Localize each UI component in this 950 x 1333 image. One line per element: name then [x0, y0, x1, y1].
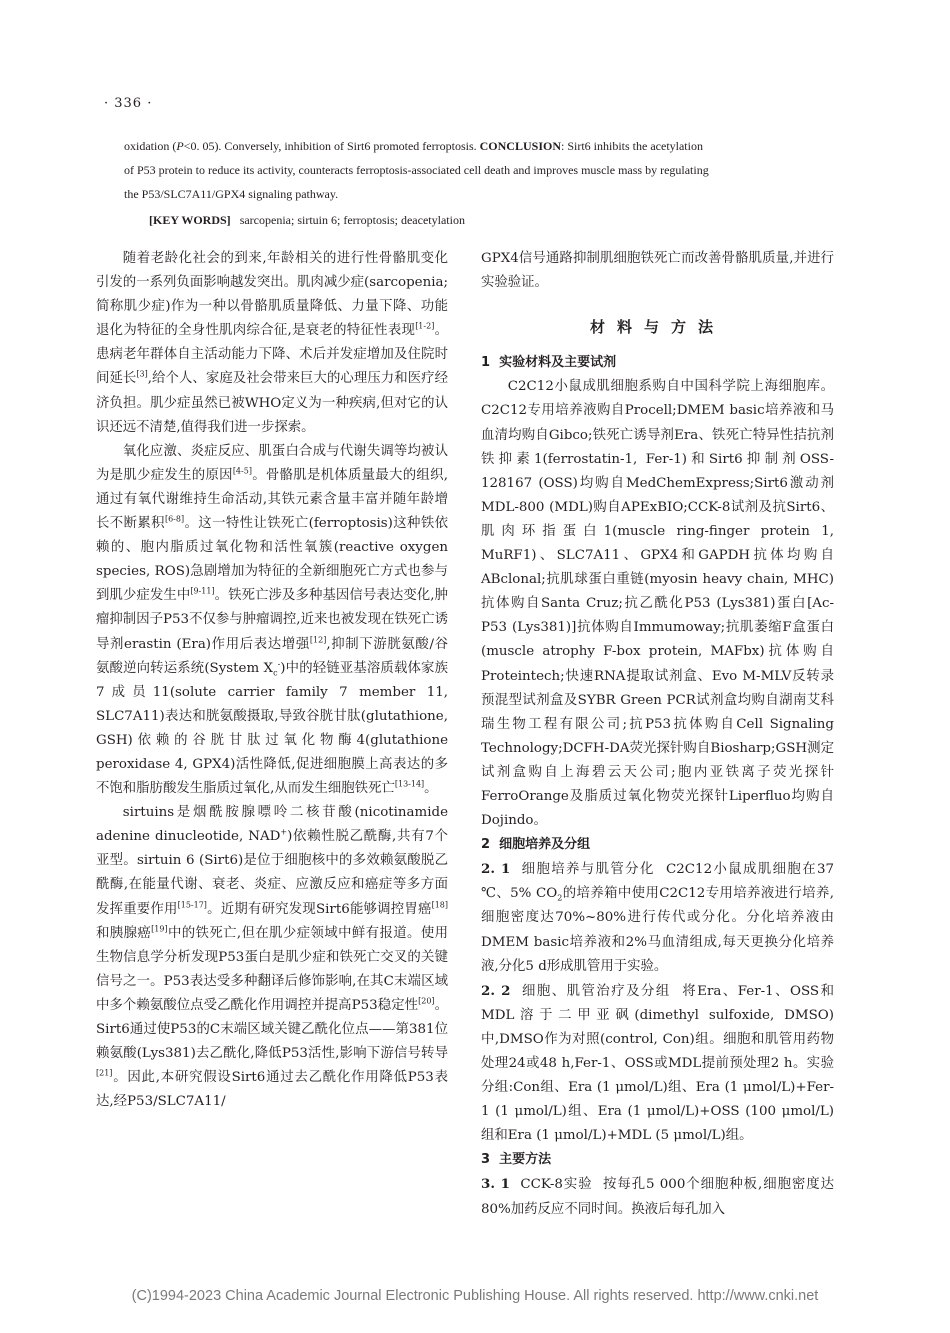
abstract-line-2: of P53 protein to reduce its activity, counteracts ferroptosis-associated cell death and improves muscle mass by regulating [124, 163, 709, 177]
materials-paragraph: C2C12小鼠成肌细胞系购自中国科学院上海细胞库。C2C12专用培养液购自Procell;DMEM basic培养液和马血清均购自Gibco;铁死亡诱导剂Era、铁死亡特异性拮抗剂铁抑素1(ferrostatin-1, Fer-1)和Sirt6抑制剂OSS-128167 (OSS)均购自MedChemExpress;Sirt6激动剂MDL-800 (MDL)购自APExBIO;CCK-8试剂及抗Sirt6、肌肉环指蛋白1(muscle ring-finger protein 1, MuRF1)、SLC7A11、GPX4和GAPDH抗体均购自ABclonal;抗肌球蛋白重链(myosin heavy chain, MHC)抗体购自Santa Cruz;抗乙酰化P53 (Lys381)蛋白[Ac-P53 (Lys381)]抗体购自Immumoway;抗肌萎缩F盒蛋白(muscle atrophy F-box protein, MAFbx)抗体购自Proteintech;快速RNA提取试剂盒、Evo M-MLV反转录预混型试剂盒及SYBR Green PCR试剂盒均购自湖南艾科瑞生物工程有限公司;抗P53抗体购自Cell Signaling Technology;DCFH-DA荧光探针购自Biosharp;GSH测定试剂盒购自上海碧云天公司;胞内亚铁离子荧光探针FerroOrange及脂质过氧化物荧光探针Liperfluo均购自Dojindo。 [481, 379, 834, 829]
left-column [96, 247, 448, 1114]
keywords-label: [KEY WORDS] [149, 213, 231, 227]
citation: [21] [96, 1068, 113, 1078]
citation: [18] [431, 900, 448, 910]
subsection-title: 细胞培养与肌管分化 [521, 862, 655, 878]
copyright-footer: (C)1994-2023 China Academic Journal Electronic Publishing House. All rights reserved. http://www.cnki.net [131, 1288, 819, 1304]
keywords-line [124, 208, 824, 232]
citation: [1-2] [415, 321, 435, 331]
citation: [12] [309, 635, 327, 645]
abstract-text: <0. 05). Conversely, inhibition of Sirt6 promoted ferroptosis. [183, 139, 480, 153]
keywords: sarcopenia; sirtuin 6; ferroptosis; deacetylation [239, 213, 465, 227]
abstract-line-3: the P53/SLC7A11/GPX4 signaling pathway. [124, 187, 339, 201]
page-number: · 336 · [104, 96, 153, 111]
citation: [6-8] [164, 514, 185, 524]
citation: [15-17] [177, 900, 207, 910]
subsection-title: CCK-8实验 [520, 1177, 593, 1193]
subsection-2-2: 2. 2 细胞、肌管治疗及分组 将Era、Fer-1、OSS和MDL溶于二甲亚砜(dimethyl sulfoxide, DMSO)中,DMSO作为对照(control, Con)组。细胞和肌管用药物处理24或48 h,Fer-1、OSS或MDL提前预处理2 h。实验分组:Con组、Era (1 μmol/L)组、Era (1 μmol/L)+Fer-1 (1 μmol/L)组、Era (1 μmol/L)+OSS (100 μmol/L)组和Era (1 μmol/L)+MDL (5 μmol/L)组。 [481, 982, 834, 1144]
section-title: 材料与方法 [589, 318, 725, 337]
abstract-tail [124, 134, 824, 232]
citation: [20] [418, 996, 435, 1006]
abstract-text: : Sirt6 inhibits the acetylation [561, 139, 703, 153]
subsection-title: 细胞、肌管治疗及分组 [521, 983, 671, 999]
abstract-text: oxidation ( [124, 139, 177, 153]
heading-2: 2 细胞培养及分组 [481, 837, 591, 853]
right-column [481, 247, 834, 1222]
citation: [19] [151, 924, 168, 934]
p-value-symbol: P [176, 139, 184, 153]
citation: [13-14] [394, 779, 425, 789]
citation: [3] [136, 370, 148, 379]
intro-paragraph-2: 氧化应激、炎症反应、肌蛋白合成与代谢失调等均被认为是肌少症发生的原因[4-5]。骨骼肌是机体质量最大的组织,通过有氧代谢维持生命活动,其铁元素含量丰富并随年龄增长不断累积[6-8]。这一特性让铁死亡(ferroptosis)这种铁依赖的、胞内脂质过氧化物和活性氧簇(reactive oxygen species, ROS)急剧增加为特征的全新细胞死亡方式也参与到肌少症发生中[9-11]。铁死亡涉及多种基因信号表达变化,肿瘤抑制因子P53不仅参与肿瘤调控,近来也被发现在铁死亡诱导剂erastin (Era)作用后表达增强[12],抑制下游胱氨酸/谷氨酸逆向转运系统(System $X_c^-$)中的轻链亚基溶质载体家族7成员11(solute carrier family 7 member 11, SLC7A11)表达和胱氨酸摄取,导致谷胱甘肽(glutathione, GSH)依赖的谷胱甘肽过氧化物酶4(glutathione peroxidase 4, GPX4)活性降低,促进细胞膜上高表达的多不饱和脂肪酸发生脂质过氧化,从而发生细胞铁死亡[13-14]。 [96, 443, 449, 797]
subsection-2-1: 2. 1 细胞培养与肌管分化 C2C12小鼠成肌细胞在37 ℃、5% $CO_2$的培养箱中使用C2C12专用培养液进行培养,细胞密度达70%~80%进行传代或分化。分化培养液由DMEM basic培养液和2%马血清组成,每天更换分化培养液,分化5 d形成肌管用于实验。 [481, 861, 835, 974]
citation: [9-11] [190, 586, 215, 596]
subsection-3-1: 3. 1 CCK-8实验 按每孔5 000个细胞种板,细胞密度达80%加药反应不同时间。换液后每孔加入 [481, 1176, 835, 1217]
intro-continuation: GPX4信号通路抑制肌细胞铁死亡而改善骨骼肌质量,并进行实验验证。 [481, 251, 834, 291]
intro-paragraph-3: sirtuins是烟酰胺腺嘌呤二核苷酸(nicotinamide adenine dinucleotide, NAD+)依赖性脱乙酰酶,共有7个亚型。sirtuin 6 (Sirt6)是位于细胞核中的多效赖氨酸脱乙酰酶,在能量代谢、衰老、炎症、应激反应和癌症等多方面发挥重要作用[15-17]。近期有研究发现Sirt6能够调控胃癌[18]和胰腺癌[19]中的铁死亡,但在肌少症领域中鲜有报道。使用生物信息学分析发现P53蛋白是肌少症和铁死亡交叉的关键信号之一。P53表达受多种翻译后修饰影响,在其C末端区域中多个赖氨酸位点受乙酰化作用调控并提高P53稳定性[20]。Sirt6通过使P53的C末端区域关键乙酰化位点——第381位赖氨酸(Lys381)去乙酰化,降低P53活性,影响下游信号转导[21]。因此,本研究假设Sirt6通过去乙酰化作用降低P53表达,经P53/SLC7A11/ [96, 805, 449, 1110]
heading-3: 3 主要方法 [481, 1152, 552, 1168]
heading-1: 1 实验材料及主要试剂 [481, 355, 617, 371]
conclusion-label: CONCLUSION [479, 139, 561, 153]
citation: [4-5] [232, 466, 252, 476]
intro-paragraph-1: 随着老龄化社会的到来,年龄相关的进行性骨骼肌变化引发的一系列负面影响越发突出。肌肉减少症(sarcopenia;简称肌少症)作为一种以骨骼肌质量降低、力量下降、功能退化为特征的全身性肌肉综合征,是衰老的特征性表现[1-2]。患病老年群体自主活动能力下降、术后并发症增加及住院时间延长[3],给个人、家庭及社会带来巨大的心理压力和医疗经济负担。肌少症虽然已被WHO定义为一种疾病,但对它的认识还远不清楚,值得我们进一步探索。 [96, 251, 448, 435]
abstract-line-1 [124, 134, 824, 158]
